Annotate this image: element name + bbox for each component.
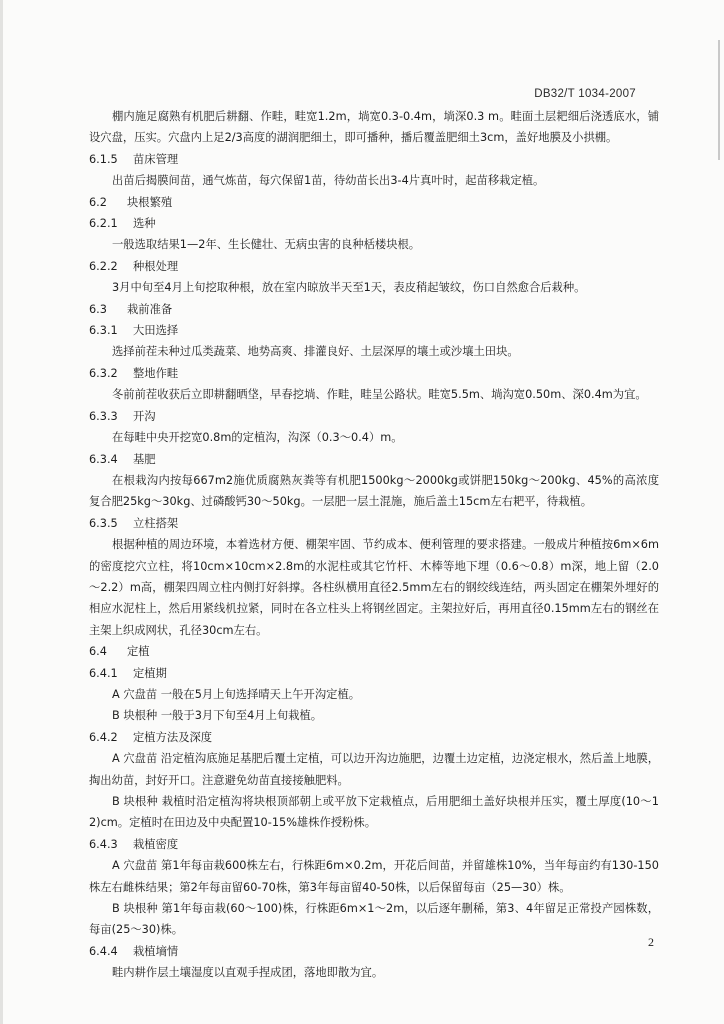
paragraph: 畦内耕作层土壤湿度以直观手捏成团，落地即散为宜。 <box>112 966 384 980</box>
section-title: 立柱搭架 <box>133 516 179 530</box>
section-title: 栽植密度 <box>133 837 179 851</box>
section-number: 6.2.1 <box>89 217 118 231</box>
paragraph: 一般选取结果1—2年、生长健壮、无病虫害的良种栝楼块根。 <box>112 238 421 252</box>
section-title: 定植期 <box>133 666 167 680</box>
paragraph: 出苗后揭膜间苗，通气炼苗，每穴保留1苗，待幼苗长出3-4片真叶时，起苗移栽定植。 <box>112 174 545 188</box>
paragraph: A 穴盘苗 沿定植沟底施足基肥后覆土定植，可以边开沟边施肥，边覆土边定植，边浇定根水，然后盖上地膜，掏出幼苗，封好开口。注意避免幼苗直接接触肥料。 <box>89 752 659 787</box>
subsection-heading <box>89 149 659 170</box>
section-number: 6.3.3 <box>89 409 118 423</box>
section-title: 选种 <box>133 217 156 231</box>
subsection-heading <box>89 663 659 684</box>
section-title: 栽前准备 <box>127 302 173 316</box>
section-title: 基肥 <box>133 452 156 466</box>
section-number: 6.1.5 <box>89 152 118 166</box>
section-heading <box>89 299 659 320</box>
standard-code: DB32/T 1034-2007 <box>534 88 636 100</box>
paragraph: 棚内施足腐熟有机肥后耕翻、作畦，畦宽1.2m，埫宽0.3-0.4m，埫深0.3 m。畦面土层耙细后浇透底水，铺设穴盘，压实。穴盘内上足2/3高度的湖润肥细土，即可播种，播后覆盖肥细土3cm，盖好地膜及小拱棚。 <box>89 110 659 145</box>
section-heading <box>89 192 659 213</box>
subsection-heading <box>89 256 659 277</box>
subsection-heading <box>89 727 659 748</box>
subsection-heading <box>89 363 659 384</box>
paragraph: 冬前前茬收获后立即耕翻晒垡，早春挖埫、作畦，畦呈公路状。畦宽5.5m、埫沟宽0.50m、深0.4m为宜。 <box>112 388 647 402</box>
paragraph: B 块根种 栽植时沿定植沟将块根顶部朝上或平放下定栽植点，后用肥细土盖好块根并压实，覆土厚度(10～12)cm。定植时在田边及中央配置10-15%雄株作授粉株。 <box>89 795 659 830</box>
section-title: 定植方法及深度 <box>133 730 213 744</box>
scan-edge <box>0 0 3 1024</box>
section-title: 开沟 <box>133 409 156 423</box>
scan-edge-mark <box>718 40 720 160</box>
document-body <box>89 106 659 984</box>
section-title: 苗床管理 <box>133 152 179 166</box>
section-title: 定植 <box>127 645 150 659</box>
subsection-heading <box>89 213 659 234</box>
paragraph: B 块根种 第1年每亩栽(60～100)株，行株距6m×1～2m，以后逐年删稀，第3、4年留足正常投产园株数，每亩(25～30)株。 <box>89 902 659 937</box>
subsection-heading <box>89 406 659 427</box>
section-number: 6.3.5 <box>89 516 118 530</box>
subsection-heading <box>89 449 659 470</box>
paragraph: 根据种植的周边环境，本着选材方便、棚架牢固、节约成本、便利管理的要求搭建。一般成片种植按6m×6m的密度挖穴立柱，将10cm×10cm×2.8m的水泥柱或其它竹杆、木棒等地下埋（0.6～0.8）m深，地上留（2.0～2.2）m高，棚架四周立柱内侧打好斜撑。各柱纵横用直径2.5mm左右的钢绞线连结，两头固定在棚架外埋好的相应水泥柱上，然后用紧线机拉紧，同时在各立柱头上将钢丝固定。主架拉好后，再用直径0.15mm左右的钢丝在主架上织成网状，孔径30cm左右。 <box>89 538 659 637</box>
section-number: 6.3.2 <box>89 366 118 380</box>
subsection-heading <box>89 941 659 962</box>
subsection-heading <box>89 513 659 534</box>
section-number: 6.3.1 <box>89 324 118 338</box>
section-heading <box>89 641 659 662</box>
section-number: 6.2 <box>89 195 107 209</box>
section-number: 6.4.4 <box>89 944 118 958</box>
sub-item: B 块根种 一般于3月下旬至4月上旬栽植。 <box>112 709 323 723</box>
sub-item: A 穴盘苗 一般在5月上旬选择晴天上午开沟定植。 <box>112 687 361 701</box>
paragraph: 在每畦中央开挖宽0.8m的定植沟，沟深（0.3～0.4）m。 <box>112 431 403 445</box>
section-title: 种根处理 <box>133 259 179 273</box>
paragraph: A 穴盘苗 第1年每亩栽600株左右，行株距6m×0.2m，开花后间苗，并留雄株10%，当年每亩约有130-150株左右雌株结果；第2年每亩留60-70株，第3年每亩留40-50株，以后保留每亩（25—30）株。 <box>89 859 659 894</box>
section-number: 6.4.1 <box>89 666 118 680</box>
section-title: 栽植墒情 <box>133 944 179 958</box>
paragraph: 在根栽沟内按每667m2施优质腐熟灰粪等有机肥1500kg～2000kg或饼肥150kg～200kg、45%的高浓度复合肥25kg～30kg、过磷酸钙30～50kg。一层肥一层土混施，施后盖土15cm左右耙平，待栽植。 <box>89 473 659 509</box>
section-number: 6.3 <box>89 302 107 316</box>
page-number: 2 <box>648 935 654 949</box>
section-title: 整地作畦 <box>133 366 179 380</box>
section-number: 6.4 <box>89 645 107 659</box>
paragraph: 选择前茬未种过瓜类蔬菜、地势高爽、排灌良好、土层深厚的壤土或沙壤土田块。 <box>112 345 519 359</box>
section-number: 6.4.3 <box>89 837 118 851</box>
subsection-heading <box>89 320 659 341</box>
section-number: 6.3.4 <box>89 452 118 466</box>
section-number: 6.4.2 <box>89 730 118 744</box>
paragraph: 3月中旬至4月上旬挖取种根，放在室内晾放半天至1天，表皮稍起皱纹，伤口自然愈合后栽种。 <box>112 281 586 295</box>
section-number: 6.2.2 <box>89 259 118 273</box>
section-title: 大田选择 <box>133 324 179 338</box>
subsection-heading <box>89 834 659 855</box>
section-title: 块根繁殖 <box>127 195 173 209</box>
